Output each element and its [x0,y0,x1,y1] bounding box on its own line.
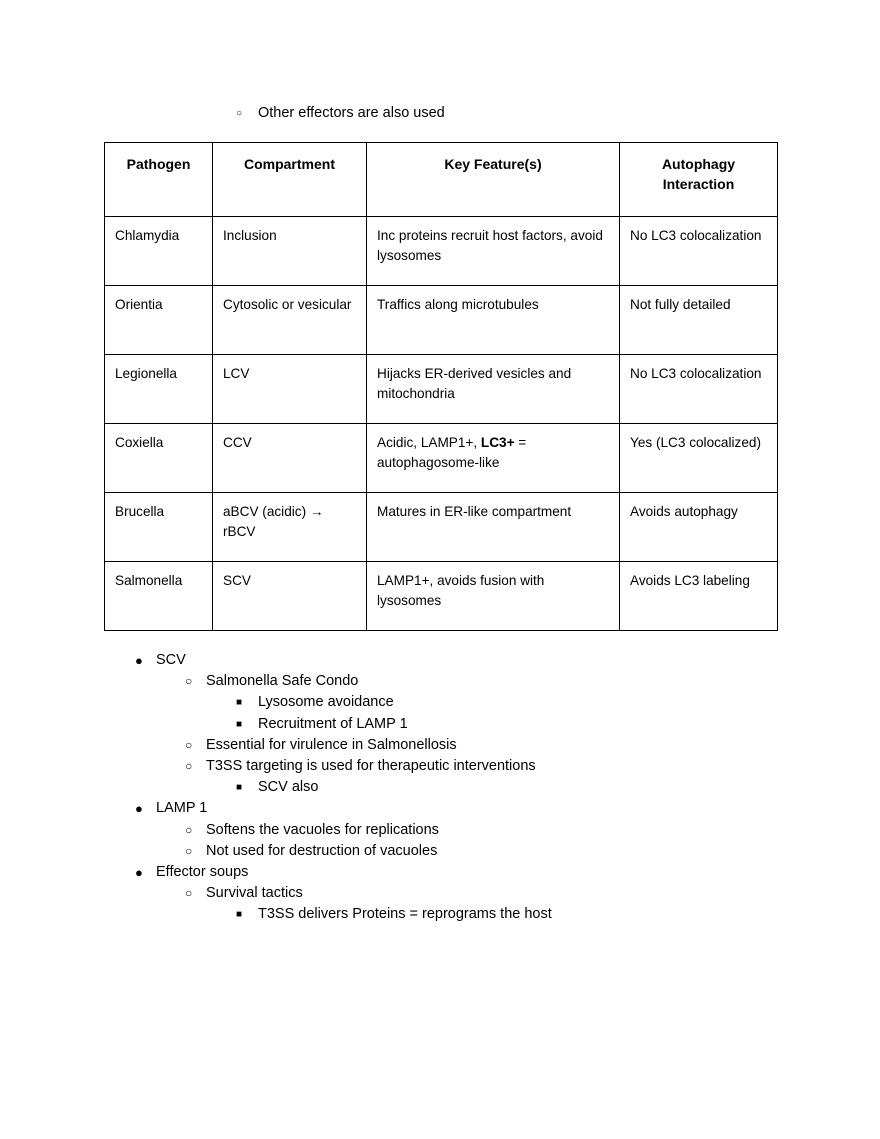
cell-pathogen: Coxiella [105,424,213,493]
outline-item-text: Softens the vacuoles for replications [206,821,439,838]
outline-item [135,862,248,883]
hollow-circle-bullet-icon: ○ [185,886,193,901]
outline-item-text: Lysosome avoidance [258,694,394,711]
cell-key-feature: Inc proteins recruit host factors, avoid lysosomes [367,217,620,286]
cell-compartment: CCV [213,424,367,493]
cell-pathogen: Orientia [105,286,213,355]
cell-autophagy: Avoids autophagy [620,493,778,562]
cell-compartment: LCV [213,355,367,424]
outline-item [236,904,552,925]
disc-bullet-icon: ● [135,653,143,668]
square-bullet-icon: ■ [236,718,243,730]
table-body [105,217,778,631]
column-header-autophagy-line1: Autophagy [661,156,736,172]
pathogen-vacuole-table [104,142,778,631]
hollow-circle-bullet-icon: ○ [185,737,193,752]
column-header-autophagy-interaction [620,143,778,217]
outline-item [185,841,437,862]
disc-bullet-icon: ● [135,801,143,817]
hollow-circle-bullet-icon: ○ [185,674,193,689]
cell-compartment: Cytosolic or vesicular [213,286,367,355]
column-header-pathogen: Pathogen [105,143,213,217]
intro-bullet-item [236,103,445,124]
column-header-compartment: Compartment [213,143,367,217]
outline-item [236,692,394,713]
outline-item-text: T3SS targeting is used for therapeutic interventions [206,758,536,774]
cell-key-feature: Traffics along microtubules [367,286,620,355]
table-row [105,493,778,562]
cell-autophagy: Not fully detailed [620,286,778,355]
table-row [105,286,778,355]
outline-item-text: Survival tactics [206,885,303,902]
outline-item [135,650,186,671]
square-bullet-icon: ■ [236,909,243,921]
cell-pathogen: Salmonella [105,562,213,631]
outline-item [185,756,536,777]
outline-item-text: LAMP 1 [156,800,208,817]
cell-key-feature: Hijacks ER-derived vesicles and mitochondria [367,355,620,424]
table-row [105,562,778,631]
outline-item [185,820,439,841]
cell-key-feature [367,424,620,493]
cell-compartment: SCV [213,562,367,631]
disc-bullet-icon: ● [135,865,143,880]
hollow-circle-bullet-icon: ○ [185,843,193,858]
cell-autophagy: No LC3 colocalization [620,217,778,286]
cell-key-feature: LAMP1+, avoids fusion with lysosomes [367,562,620,631]
column-header-autophagy-line2: Interaction [662,176,735,192]
cell-autophagy: Avoids LC3 labeling [620,562,778,631]
hollow-circle-bullet-icon: ○ [185,822,193,837]
intro-bullet-text: Other effectors are also used [258,105,445,121]
hollow-circle-bullet-icon: ○ [185,759,193,773]
key-feature-emphasis: LC3+ [480,435,515,450]
outline-item-text: Recruitment of LAMP 1 [258,715,408,732]
table-row [105,355,778,424]
square-bullet-icon: ■ [236,697,243,709]
outline-item-text: Salmonella Safe Condo [206,673,359,690]
table-header [105,143,778,217]
cell-pathogen: Legionella [105,355,213,424]
cell-pathogen: Brucella [105,493,213,562]
cell-key-feature: Matures in ER-like compartment [367,493,620,562]
table-header-row [105,143,778,217]
outline-item-text: Not used for destruction of vacuoles [206,842,438,859]
key-feature-prefix: Acidic, LAMP1+, [377,435,481,450]
outline-item-text: T3SS delivers Proteins = reprograms the host [258,906,552,923]
square-bullet-icon: ■ [236,782,243,794]
cell-compartment: aBCV (acidic) → rBCV [213,493,367,562]
hollow-circle-bullet-icon: ○ [236,108,243,119]
cell-compartment: Inclusion [213,217,367,286]
outline-item [236,714,408,735]
table-row [105,217,778,286]
outline-item [185,883,303,904]
key-feature-suffix: = autophagosome-like [377,435,527,470]
table-row [105,424,778,493]
cell-pathogen: Chlamydia [105,217,213,286]
cell-autophagy: Yes (LC3 colocalized) [620,424,778,493]
outline-item [185,735,457,756]
outline-item-text: Essential for virulence in Salmonellosis [206,736,457,753]
outline-item [135,798,207,819]
outline-item-text: Effector soups [156,864,249,880]
cell-autophagy: No LC3 colocalization [620,355,778,424]
column-header-key-features: Key Feature(s) [367,143,620,217]
pathogen-vacuole-table-wrapper [104,142,777,631]
outline-item [185,671,358,692]
outline-item [236,777,318,798]
outline-item-text: SCV also [258,779,319,796]
outline-item-text: SCV [156,652,186,668]
